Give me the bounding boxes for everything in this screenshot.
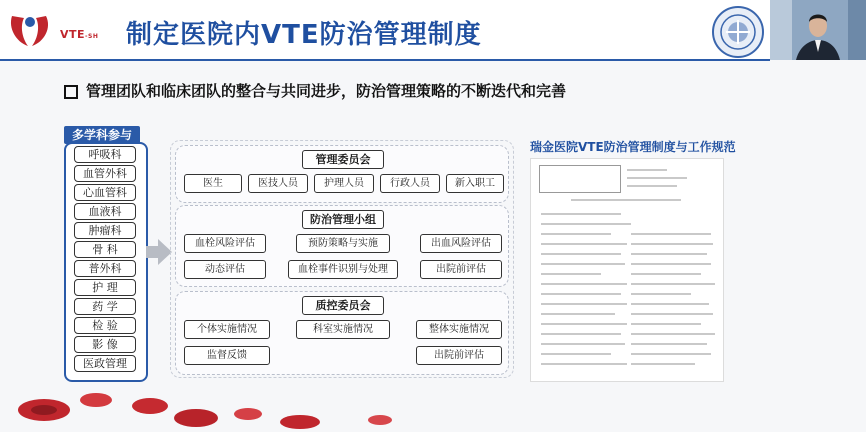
- bullet-square-icon: [64, 85, 78, 99]
- management-committee-title: 管理委员会: [302, 150, 384, 169]
- document-header-block: [539, 165, 621, 193]
- committee-member: 行政人员: [380, 174, 440, 193]
- department-item: 骨 科: [74, 241, 136, 258]
- prevention-task: 预防策略与实施: [296, 234, 390, 253]
- quality-task: 个体实施情况: [184, 320, 270, 339]
- department-item: 影 像: [74, 336, 136, 353]
- department-item: 药 学: [74, 298, 136, 315]
- presenter-video: [770, 0, 866, 60]
- department-item: 医政管理: [74, 355, 136, 372]
- prevention-task: 血栓事件识别与处理: [288, 260, 398, 279]
- committee-member: 新入职工: [446, 174, 504, 193]
- page-title: 制定医院内VTE防治管理制度: [126, 20, 482, 50]
- logo-text: VTE-SH: [60, 28, 99, 41]
- committee-member: 护理人员: [314, 174, 374, 193]
- committee-member: 医技人员: [248, 174, 308, 193]
- prevention-task: 血栓风险评估: [184, 234, 266, 253]
- organization-frame: [170, 140, 514, 378]
- prevention-group-title: 防治管理小组: [302, 210, 384, 229]
- department-item: 血液科: [74, 203, 136, 220]
- department-item: 普外科: [74, 260, 136, 277]
- departments-panel: [64, 142, 148, 382]
- department-item: 肿瘤科: [74, 222, 136, 239]
- document-title: 瑞金医院VTE防治管理制度与工作规范: [530, 140, 736, 154]
- hospital-seal-icon: [712, 6, 764, 58]
- header-divider: [0, 59, 770, 61]
- quality-committee-group: [175, 291, 509, 375]
- blood-cells-decoration: [0, 382, 770, 432]
- department-item: 检 验: [74, 317, 136, 334]
- document-preview-image: [530, 158, 724, 382]
- slide-header: [0, 0, 866, 60]
- department-item: 护 理: [74, 279, 136, 296]
- department-item: 血管外科: [74, 165, 136, 182]
- prevention-task: 出院前评估: [420, 260, 502, 279]
- slide-subtitle: [64, 80, 566, 101]
- quality-task: 科室实施情况: [296, 320, 390, 339]
- quality-task: 出院前评估: [416, 346, 502, 365]
- quality-task: 监督反馈: [184, 346, 270, 365]
- committee-member: 医生: [184, 174, 242, 193]
- prevention-task: 动态评估: [184, 260, 266, 279]
- department-item: 呼吸科: [74, 146, 136, 163]
- quality-committee-title: 质控委员会: [302, 296, 384, 315]
- subtitle-text: 管理团队和临床团队的整合与共同进步，防治管理策略的不断迭代和完善: [86, 82, 567, 100]
- department-item: 心血管科: [74, 184, 136, 201]
- quality-task: 整体实施情况: [416, 320, 502, 339]
- prevention-task: 出血风险评估: [420, 234, 502, 253]
- management-committee-group: [175, 145, 509, 203]
- vte-logo-icon: [6, 12, 54, 50]
- departments-title: 多学科参与: [64, 126, 140, 144]
- prevention-group: [175, 205, 509, 287]
